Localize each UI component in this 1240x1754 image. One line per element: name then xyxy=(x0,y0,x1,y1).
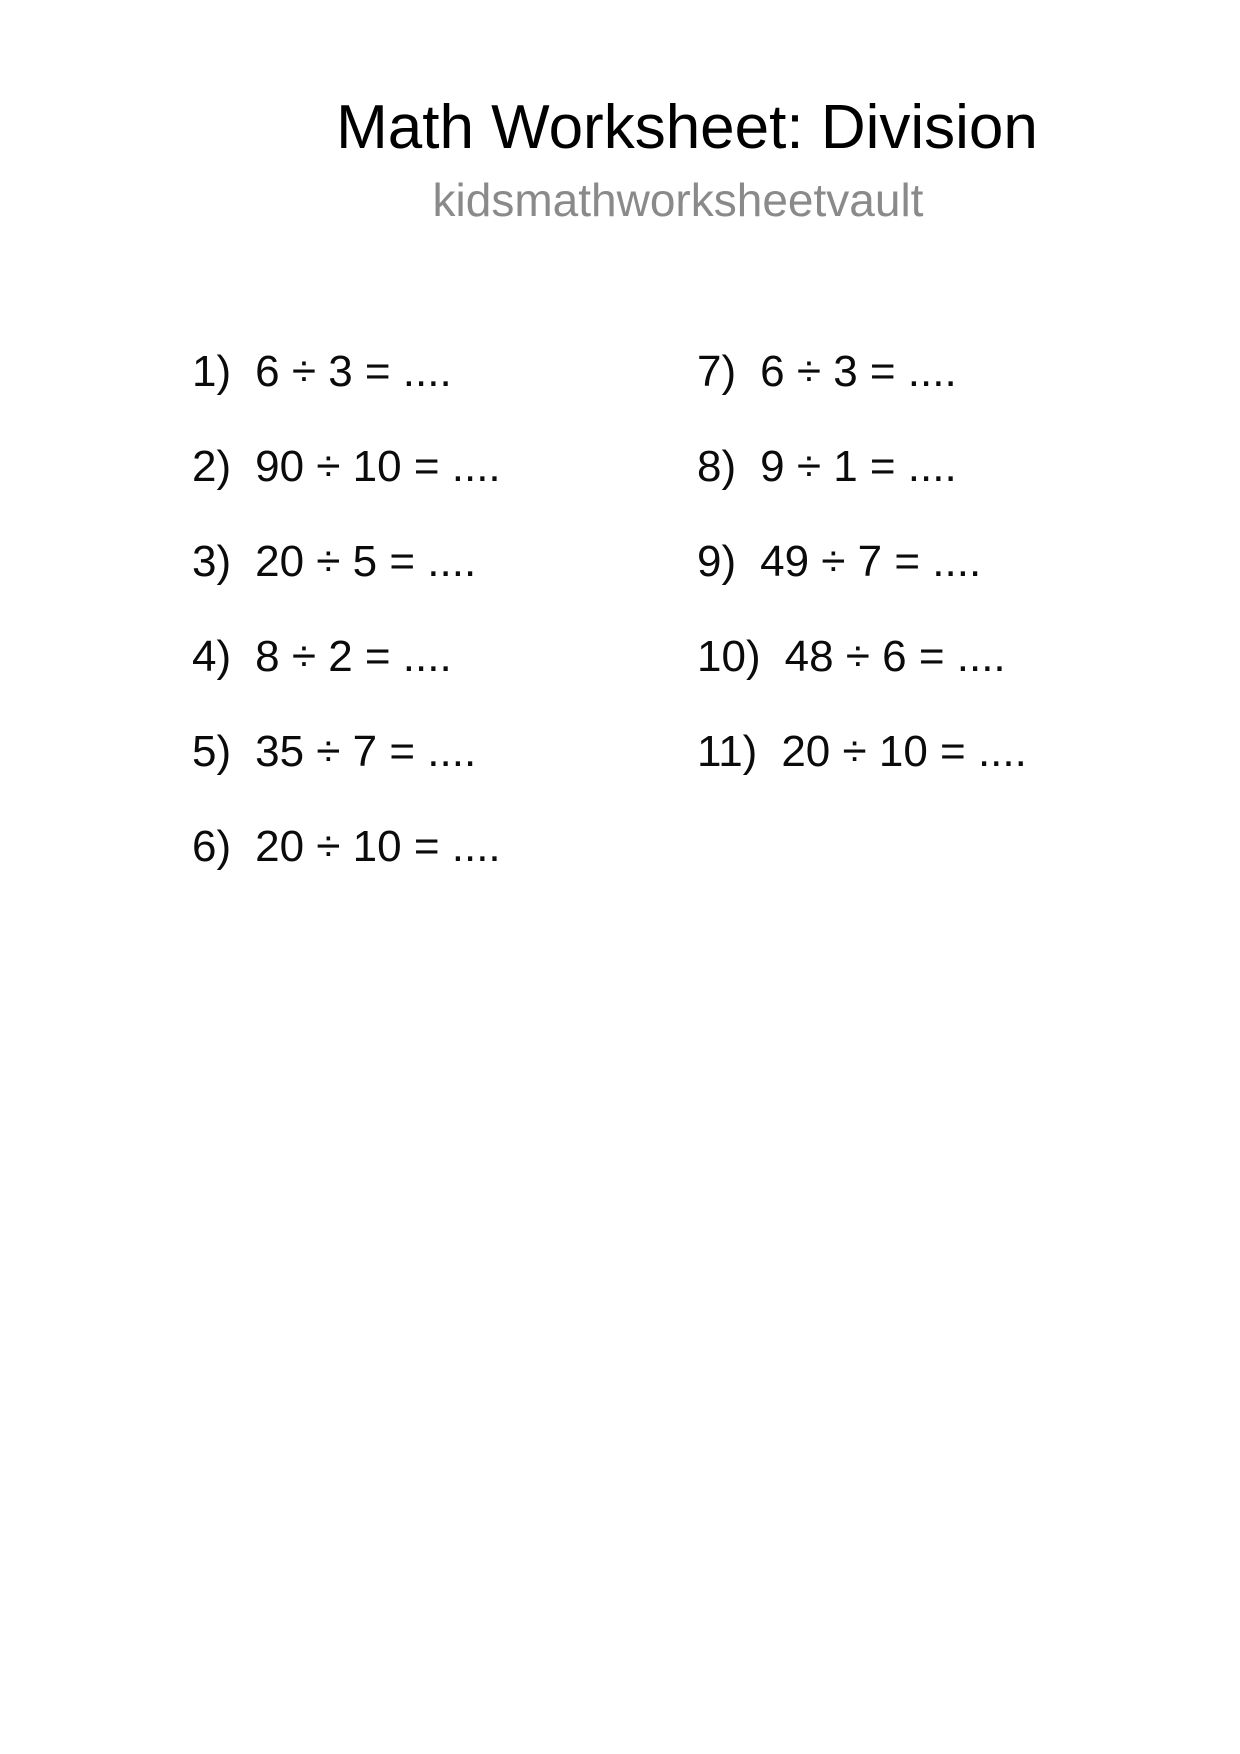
problem-number: 1) xyxy=(192,347,232,396)
problem-expression: 8 ÷ 2 = .... xyxy=(255,632,452,681)
problem-item-4 xyxy=(192,609,501,704)
problem-item-3 xyxy=(192,514,501,609)
problem-expression: 20 ÷ 5 = .... xyxy=(255,537,477,586)
problem-number: 2) xyxy=(192,442,232,491)
problem-expression: 49 ÷ 7 = .... xyxy=(760,537,982,586)
problems-column-left xyxy=(192,324,501,894)
problem-number: 5) xyxy=(192,727,232,776)
problem-expression: 6 ÷ 3 = .... xyxy=(255,347,452,396)
problem-item-10 xyxy=(697,609,1027,704)
problem-expression: 90 ÷ 10 = .... xyxy=(255,442,501,491)
problem-number: 4) xyxy=(192,632,232,681)
problem-item-11 xyxy=(697,704,1027,799)
problems-column-right xyxy=(697,324,1027,799)
problem-item-5 xyxy=(192,704,501,799)
problem-expression: 6 ÷ 3 = .... xyxy=(760,347,957,396)
problem-expression: 20 ÷ 10 = .... xyxy=(781,727,1027,776)
problem-number: 7) xyxy=(697,347,737,396)
problem-expression: 20 ÷ 10 = .... xyxy=(255,822,501,871)
problem-number: 8) xyxy=(697,442,737,491)
problem-number: 9) xyxy=(697,537,737,586)
problem-item-9 xyxy=(697,514,1027,609)
page-subtitle: kidsmathworksheetvault xyxy=(432,174,924,226)
problem-item-2 xyxy=(192,419,501,514)
problem-expression: 35 ÷ 7 = .... xyxy=(255,727,477,776)
page-title: Math Worksheet: Division xyxy=(336,93,1038,162)
problem-number: 10) xyxy=(697,632,761,681)
problem-item-7 xyxy=(697,324,1027,419)
problem-number: 11) xyxy=(697,727,758,776)
problem-number: 6) xyxy=(192,822,232,871)
problem-expression: 48 ÷ 6 = .... xyxy=(784,632,1006,681)
problem-item-8 xyxy=(697,419,1027,514)
problem-expression: 9 ÷ 1 = .... xyxy=(760,442,957,491)
problem-item-1 xyxy=(192,324,501,419)
problem-item-6 xyxy=(192,799,501,894)
problem-number: 3) xyxy=(192,537,232,586)
